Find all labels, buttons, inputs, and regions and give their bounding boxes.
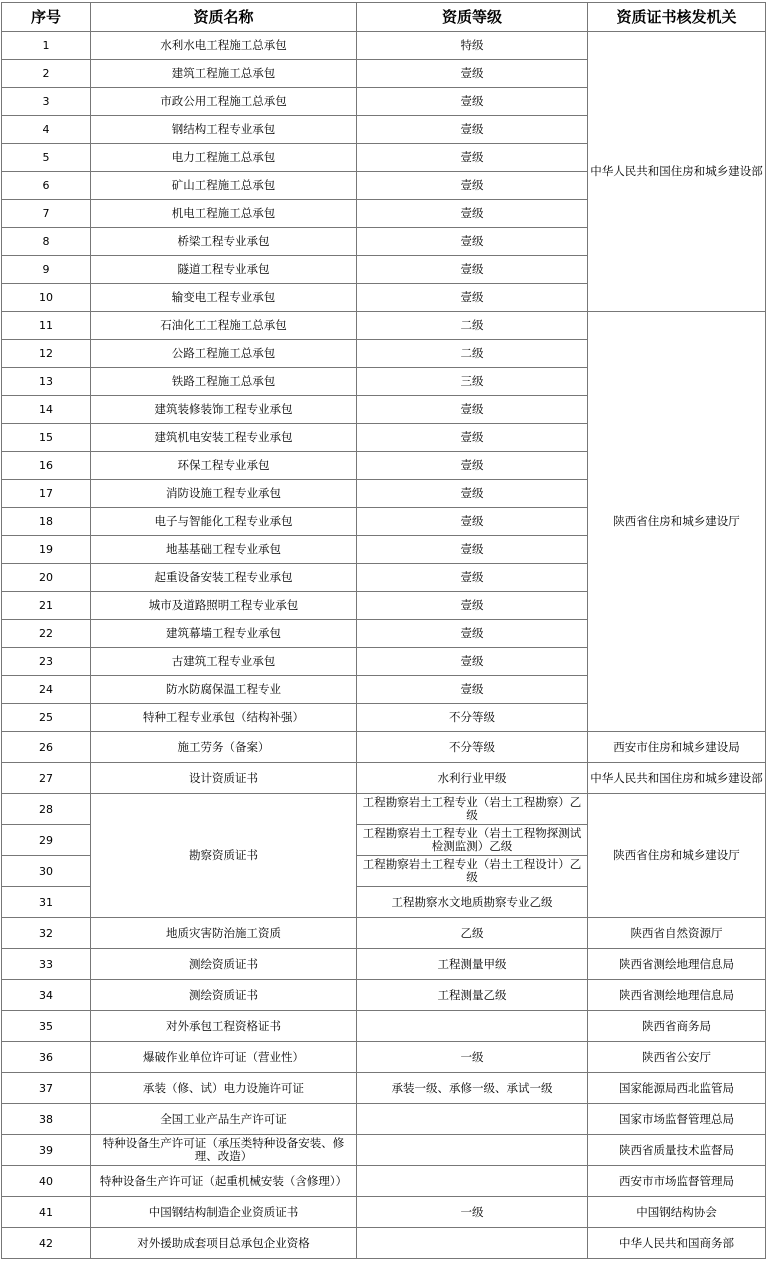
col-header-no: 序号	[2, 3, 91, 32]
row-number: 5	[2, 144, 91, 172]
row-number: 34	[2, 980, 91, 1011]
row-number: 8	[2, 228, 91, 256]
qualification-name: 起重设备安装工程专业承包	[91, 564, 357, 592]
table-row	[2, 794, 766, 825]
row-number: 12	[2, 340, 91, 368]
qualification-name: 水利水电工程施工总承包	[91, 32, 357, 60]
qualification-grade: 壹级	[357, 60, 588, 88]
qualification-grade: 工程测量甲级	[357, 949, 588, 980]
qualification-name: 环保工程专业承包	[91, 452, 357, 480]
qualification-grade	[357, 1166, 588, 1197]
issuing-authority: 陕西省测绘地理信息局	[588, 949, 766, 980]
qualification-grade: 水利行业甲级	[357, 763, 588, 794]
row-number: 10	[2, 284, 91, 312]
qualification-name: 设计资质证书	[91, 763, 357, 794]
row-number: 24	[2, 676, 91, 704]
qualification-name: 特种设备生产许可证（起重机械安装（含修理））	[91, 1166, 357, 1197]
qualification-name: 防水防腐保温工程专业	[91, 676, 357, 704]
row-number: 14	[2, 396, 91, 424]
issuing-authority: 西安市住房和城乡建设局	[588, 732, 766, 763]
row-number: 39	[2, 1135, 91, 1166]
qualification-grade: 壹级	[357, 396, 588, 424]
qualification-grade: 壹级	[357, 508, 588, 536]
row-number: 23	[2, 648, 91, 676]
qualification-grade: 工程勘察岩土工程专业（岩土工程设计）乙级	[357, 856, 588, 887]
row-number: 21	[2, 592, 91, 620]
row-number: 9	[2, 256, 91, 284]
table-row	[2, 980, 766, 1011]
qualification-grade: 壹级	[357, 172, 588, 200]
qualification-grade: 工程测量乙级	[357, 980, 588, 1011]
qualification-name: 特种工程专业承包（结构补强）	[91, 704, 357, 732]
qualification-name: 公路工程施工总承包	[91, 340, 357, 368]
qualification-grade	[357, 1228, 588, 1259]
table-row	[2, 732, 766, 763]
issuing-authority: 陕西省商务局	[588, 1011, 766, 1042]
table-row	[2, 1197, 766, 1228]
table-row	[2, 1228, 766, 1259]
qualification-grade: 二级	[357, 340, 588, 368]
qualification-grade: 壹级	[357, 564, 588, 592]
row-number: 20	[2, 564, 91, 592]
qualification-name: 建筑幕墙工程专业承包	[91, 620, 357, 648]
table-row	[2, 32, 766, 60]
row-number: 29	[2, 825, 91, 856]
issuing-authority: 陕西省自然资源厅	[588, 918, 766, 949]
qualification-name: 勘察资质证书	[91, 794, 357, 918]
row-number: 30	[2, 856, 91, 887]
table-row	[2, 312, 766, 340]
qualification-grade: 壹级	[357, 116, 588, 144]
qualification-name: 古建筑工程专业承包	[91, 648, 357, 676]
qualification-grade: 壹级	[357, 592, 588, 620]
issuing-authority: 陕西省住房和城乡建设厅	[588, 312, 766, 732]
header-row	[2, 3, 766, 32]
row-number: 16	[2, 452, 91, 480]
qualification-grade: 工程勘察水文地质勘察专业乙级	[357, 887, 588, 918]
table-row	[2, 763, 766, 794]
row-number: 25	[2, 704, 91, 732]
qualification-grade: 壹级	[357, 88, 588, 116]
row-number: 19	[2, 536, 91, 564]
row-number: 4	[2, 116, 91, 144]
qualification-grade: 壹级	[357, 536, 588, 564]
qualification-name: 对外援助成套项目总承包企业资格	[91, 1228, 357, 1259]
row-number: 27	[2, 763, 91, 794]
qualification-name: 输变电工程专业承包	[91, 284, 357, 312]
qualification-name: 承装（修、试）电力设施许可证	[91, 1073, 357, 1104]
table-row	[2, 1135, 766, 1166]
qualification-name: 建筑工程施工总承包	[91, 60, 357, 88]
issuing-authority: 西安市市场监督管理局	[588, 1166, 766, 1197]
qualification-name: 全国工业产品生产许可证	[91, 1104, 357, 1135]
qualification-name: 电子与智能化工程专业承包	[91, 508, 357, 536]
row-number: 37	[2, 1073, 91, 1104]
qualification-grade: 二级	[357, 312, 588, 340]
row-number: 40	[2, 1166, 91, 1197]
qualification-name: 钢结构工程专业承包	[91, 116, 357, 144]
qualification-grade: 壹级	[357, 228, 588, 256]
qualification-grade: 不分等级	[357, 704, 588, 732]
qualification-name: 地质灾害防治施工资质	[91, 918, 357, 949]
qualification-grade	[357, 1104, 588, 1135]
qualification-grade: 壹级	[357, 200, 588, 228]
qualification-name: 建筑装修装饰工程专业承包	[91, 396, 357, 424]
row-number: 7	[2, 200, 91, 228]
qualification-name: 测绘资质证书	[91, 980, 357, 1011]
row-number: 2	[2, 60, 91, 88]
qualification-grade: 壹级	[357, 676, 588, 704]
row-number: 13	[2, 368, 91, 396]
issuing-authority: 国家市场监督管理总局	[588, 1104, 766, 1135]
qualification-grade: 壹级	[357, 620, 588, 648]
qualification-grade: 壹级	[357, 284, 588, 312]
row-number: 38	[2, 1104, 91, 1135]
qualification-name: 机电工程施工总承包	[91, 200, 357, 228]
qualification-grade: 不分等级	[357, 732, 588, 763]
table-row	[2, 1166, 766, 1197]
table-row	[2, 1104, 766, 1135]
qualification-grade: 壹级	[357, 256, 588, 284]
qualification-name: 城市及道路照明工程专业承包	[91, 592, 357, 620]
qualification-name: 电力工程施工总承包	[91, 144, 357, 172]
row-number: 22	[2, 620, 91, 648]
row-number: 17	[2, 480, 91, 508]
qualification-grade: 特级	[357, 32, 588, 60]
qualification-grade	[357, 1135, 588, 1166]
col-header-grade: 资质等级	[357, 3, 588, 32]
qualification-name: 消防设施工程专业承包	[91, 480, 357, 508]
issuing-authority: 陕西省质量技术监督局	[588, 1135, 766, 1166]
table-row	[2, 949, 766, 980]
qualification-name: 测绘资质证书	[91, 949, 357, 980]
row-number: 11	[2, 312, 91, 340]
row-number: 41	[2, 1197, 91, 1228]
row-number: 32	[2, 918, 91, 949]
qualification-grade: 壹级	[357, 480, 588, 508]
qualification-grade	[357, 1011, 588, 1042]
row-number: 6	[2, 172, 91, 200]
qualification-grade: 壹级	[357, 144, 588, 172]
row-number: 1	[2, 32, 91, 60]
qualification-name: 特种设备生产许可证（承压类特种设备安装、修理、改造）	[91, 1135, 357, 1166]
row-number: 15	[2, 424, 91, 452]
qualification-grade: 承装一级、承修一级、承试一级	[357, 1073, 588, 1104]
issuing-authority: 中华人民共和国住房和城乡建设部	[588, 763, 766, 794]
row-number: 26	[2, 732, 91, 763]
row-number: 36	[2, 1042, 91, 1073]
row-number: 33	[2, 949, 91, 980]
col-header-name: 资质名称	[91, 3, 357, 32]
col-header-authority: 资质证书核发机关	[588, 3, 766, 32]
issuing-authority: 中华人民共和国住房和城乡建设部	[588, 32, 766, 312]
qualification-grade: 壹级	[357, 452, 588, 480]
row-number: 42	[2, 1228, 91, 1259]
qualification-name: 爆破作业单位许可证（营业性）	[91, 1042, 357, 1073]
qualification-grade: 工程勘察岩土工程专业（岩土工程物探测试检测监测）乙级	[357, 825, 588, 856]
qualification-grade: 壹级	[357, 424, 588, 452]
qualification-name: 建筑机电安装工程专业承包	[91, 424, 357, 452]
qualification-grade: 壹级	[357, 648, 588, 676]
issuing-authority: 中华人民共和国商务部	[588, 1228, 766, 1259]
table-row	[2, 1073, 766, 1104]
row-number: 31	[2, 887, 91, 918]
qualification-grade: 一级	[357, 1042, 588, 1073]
qualification-name: 铁路工程施工总承包	[91, 368, 357, 396]
issuing-authority: 国家能源局西北监管局	[588, 1073, 766, 1104]
row-number: 18	[2, 508, 91, 536]
table-row	[2, 918, 766, 949]
qualification-name: 石油化工工程施工总承包	[91, 312, 357, 340]
table-row	[2, 1011, 766, 1042]
qualification-name: 矿山工程施工总承包	[91, 172, 357, 200]
qualification-name: 中国钢结构制造企业资质证书	[91, 1197, 357, 1228]
table-row	[2, 1042, 766, 1073]
qualification-name: 桥梁工程专业承包	[91, 228, 357, 256]
qualification-name: 市政公用工程施工总承包	[91, 88, 357, 116]
issuing-authority: 陕西省测绘地理信息局	[588, 980, 766, 1011]
qualification-table	[1, 2, 766, 1259]
issuing-authority: 陕西省住房和城乡建设厅	[588, 794, 766, 918]
qualification-grade: 一级	[357, 1197, 588, 1228]
row-number: 3	[2, 88, 91, 116]
qualification-grade: 工程勘察岩土工程专业（岩土工程勘察）乙级	[357, 794, 588, 825]
qualification-grade: 乙级	[357, 918, 588, 949]
qualification-name: 地基基础工程专业承包	[91, 536, 357, 564]
qualification-name: 隧道工程专业承包	[91, 256, 357, 284]
qualification-grade: 三级	[357, 368, 588, 396]
issuing-authority: 中国钢结构协会	[588, 1197, 766, 1228]
qualification-name: 施工劳务（备案）	[91, 732, 357, 763]
row-number: 28	[2, 794, 91, 825]
row-number: 35	[2, 1011, 91, 1042]
issuing-authority: 陕西省公安厅	[588, 1042, 766, 1073]
qualification-name: 对外承包工程资格证书	[91, 1011, 357, 1042]
